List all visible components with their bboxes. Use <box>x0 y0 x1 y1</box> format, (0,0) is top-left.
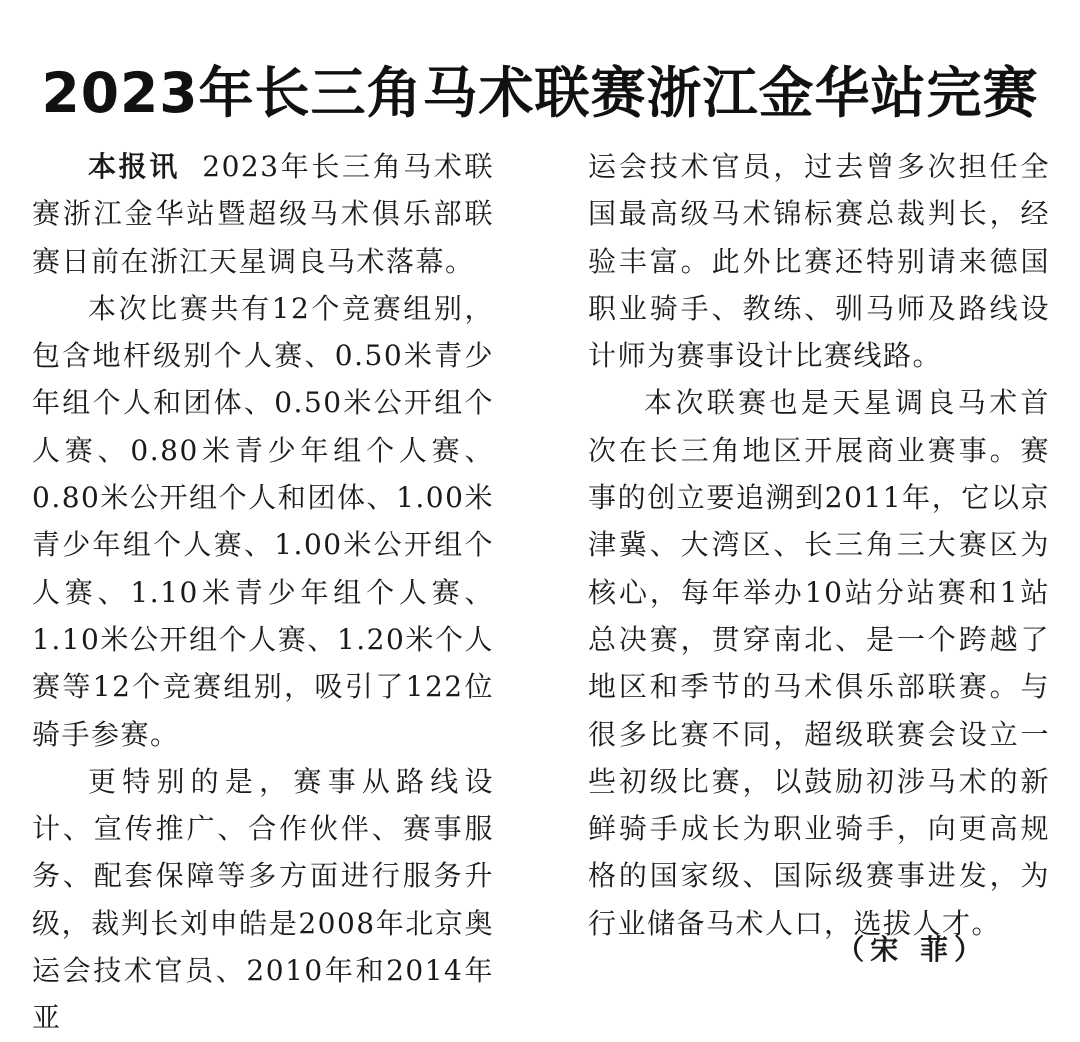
paragraph-intro <box>32 143 494 285</box>
paragraph-intro-text: 2023年长三角马术联赛浙江金华站暨超级马术俱乐部联赛日前在浙江天星调良马术落幕。 <box>32 150 494 278</box>
paragraph-categories: 本次比赛共有12个竞赛组别，包含地杆级别个人赛、0.50米青少年组个人和团体、0.50米公开组个人赛、0.80米青少年组个人赛、0.80米公开组个人和团体、1.00米青少年组个人赛、1.00米公开组个人赛、1.10米青少年组个人赛、1.10米公开组个人赛、1.20米个人赛等12个竞赛组别，吸引了122位骑手参赛。 <box>32 291 494 751</box>
article-column-right <box>588 143 1050 947</box>
article-column-left <box>32 143 494 1042</box>
headline: 2023年长三角马术联赛浙江金华站完赛 <box>41 60 1039 125</box>
paragraph-upgrades-continued: 运会技术官员，过去曾多次担任全国最高级马术锦标赛总裁判长，经验丰富。此外比赛还特别请来德国职业骑手、教练、驯马师及路线设计师为赛事设计比赛线路。 <box>588 150 1050 373</box>
byline: （宋 菲） <box>836 933 988 966</box>
lead-label: 本报讯 <box>88 150 180 183</box>
paragraph-league-history: 本次联赛也是天星调良马术首次在长三角地区开展商业赛事。赛事的创立要追溯到2011年，它以京津冀、大湾区、长三角三大赛区为核心，每年举办10站分站赛和1站总决赛，贯穿南北、是一个跨越了地区和季节的马术俱乐部联赛。与很多比赛不同，超级联赛会设立一些初级比赛，以鼓励初涉马术的新鲜骑手成长为职业骑手，向更高规格的国家级、国际级赛事进发，为行业储备马术人口，选拔人才。 <box>588 386 1050 940</box>
paragraph-upgrades: 更特别的是，赛事从路线设计、宣传推广、合作伙伴、赛事服务、配套保障等多方面进行服务升级，裁判长刘申皓是2008年北京奥运会技术官员、2010年和2014年亚 <box>32 764 494 1035</box>
